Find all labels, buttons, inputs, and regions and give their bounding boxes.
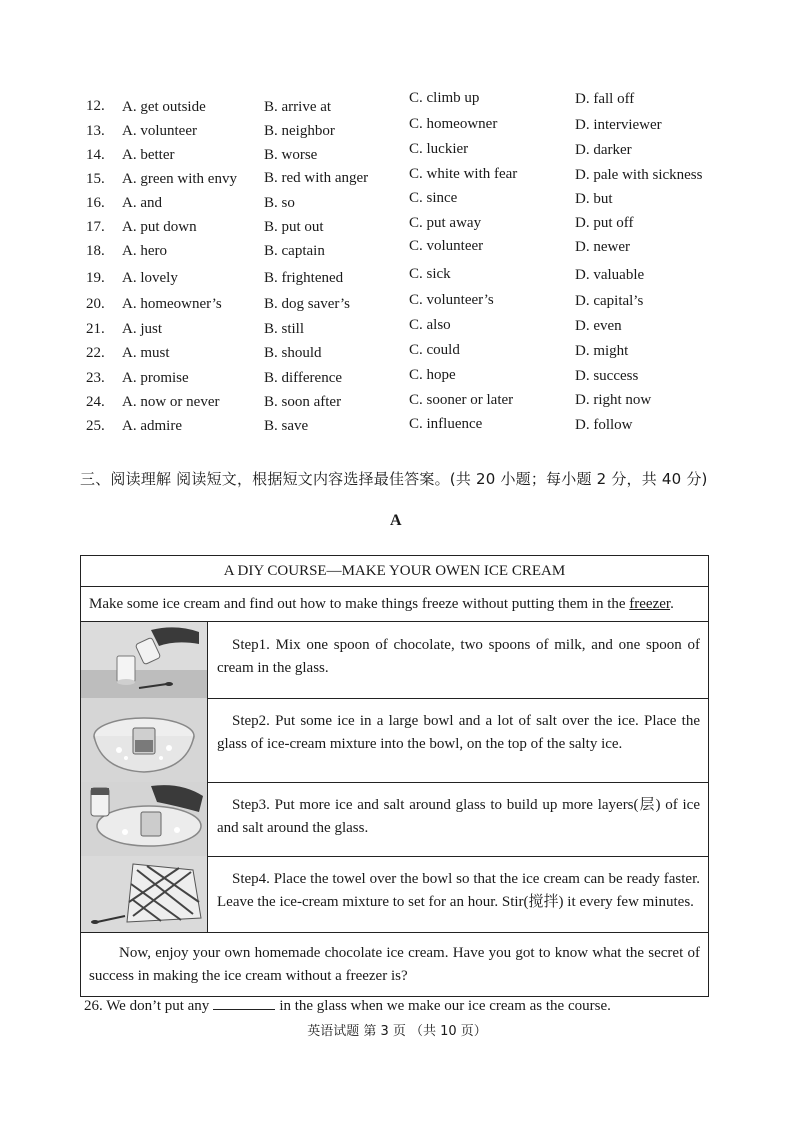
step-3-row — [81, 782, 708, 857]
option-row — [0, 215, 794, 243]
intro-text: Make some ice cream and find out how to make things freeze without putting them in the — [89, 596, 630, 612]
option-b: B. soon after — [264, 394, 342, 410]
bowl-with-ice-illustration — [81, 698, 207, 782]
option-d: D. pale with sickness — [575, 167, 703, 183]
option-d: D. but — [575, 191, 613, 207]
option-d: D. capital’s — [575, 293, 644, 309]
option-c: C. sooner or later — [409, 392, 514, 408]
option-a: A. lovely — [122, 270, 178, 286]
option-c: C. put away — [409, 215, 482, 231]
course-outro — [81, 932, 708, 998]
course-table — [80, 555, 709, 997]
option-a: A. hero — [122, 243, 167, 259]
step-2-text: Step2. Put some ice in a large bowl and a lot of salt over the ice. Place the glass of ice-cream mixture into the bowl, on the top of the salty ice. — [217, 713, 700, 752]
option-c: C. influence — [409, 416, 483, 432]
option-d: D. even — [575, 318, 622, 334]
option-b: B. worse — [264, 147, 318, 163]
option-b: B. still — [264, 321, 305, 337]
adding-salt-illustration — [81, 782, 207, 856]
question-number: 14. — [86, 147, 105, 163]
option-row — [0, 238, 794, 267]
step-1-row — [81, 622, 708, 699]
option-c: C. could — [409, 342, 460, 358]
step-1-text: Step1. Mix one spoon of chocolate, two spoons of milk, and one spoon of cream in the glass. — [217, 637, 700, 676]
step-1-photo — [81, 622, 208, 698]
step-4-text: Step4. Place the towel over the bowl so that the ice cream can be ready faster. Leave the ice-cream mixture to set for an hour. Stir(搅拌) it every few minutes. — [217, 871, 700, 910]
option-d: D. follow — [575, 417, 633, 433]
option-d: D. success — [575, 368, 639, 384]
section-title: 三、阅读理解 阅读短文，根据短文内容选择最佳答案。(共 20 小题；每小题 2 分，共 40 分) — [80, 470, 708, 488]
option-row — [0, 116, 794, 147]
option-c: C. hope — [409, 367, 456, 383]
question-number: 22. — [86, 345, 105, 361]
option-a: A. must — [122, 345, 170, 361]
step-4-photo — [81, 856, 208, 932]
option-d: D. newer — [575, 239, 630, 255]
option-d: D. right now — [575, 392, 652, 408]
step-3-text: Step3. Put more ice and salt around glass to build up more layers(层) of ice and salt around the glass. — [217, 797, 700, 836]
question-number: 21. — [86, 321, 105, 337]
option-a: A. admire — [122, 418, 182, 434]
option-row — [0, 266, 794, 294]
option-a: A. and — [122, 195, 162, 211]
step-4-row — [81, 856, 708, 933]
option-b: B. save — [264, 418, 309, 434]
option-c: C. white with fear — [409, 166, 518, 182]
option-row — [0, 394, 794, 418]
answer-blank[interactable] — [213, 996, 275, 1010]
step-2-photo — [81, 698, 208, 782]
intro-end: . — [670, 596, 674, 612]
option-a: A. volunteer — [122, 123, 197, 139]
option-b: B. captain — [264, 243, 325, 259]
option-b: B. arrive at — [264, 99, 332, 115]
step-2-row — [81, 698, 708, 783]
course-intro — [81, 586, 708, 622]
outro-text: Now, enjoy your own homemade chocolate ice cream. Have you got to know what the secret of success in making the ice cream without a freezer is? — [89, 945, 700, 984]
option-c: C. homeowner — [409, 116, 498, 132]
question-number: 16. — [86, 195, 105, 211]
option-row — [0, 418, 794, 442]
option-c: C. also — [409, 317, 451, 333]
option-b: B. should — [264, 345, 322, 361]
option-a: A. better — [122, 147, 175, 163]
option-a: A. just — [122, 321, 163, 337]
option-c: C. climb up — [409, 90, 480, 106]
option-d: D. interviewer — [575, 117, 662, 133]
question-26-stem: 26. We don’t put any — [84, 998, 210, 1014]
page-footer: 英语试题 第 3 页 （共 10 页） — [307, 1024, 487, 1039]
option-c: C. sick — [409, 266, 451, 282]
option-d: D. might — [575, 343, 629, 359]
course-title: A DIY COURSE—MAKE YOUR OWEN ICE CREAM — [81, 556, 708, 587]
option-b: B. red with anger — [264, 170, 369, 186]
option-a: A. homeowner’s — [122, 296, 222, 312]
question-26-stem-end: in the glass when we make our ice cream as the course. — [279, 998, 611, 1014]
option-row — [0, 90, 794, 122]
option-d: D. valuable — [575, 267, 645, 283]
passage-label: A — [390, 512, 402, 529]
option-b: B. put out — [264, 219, 324, 235]
question-number: 24. — [86, 394, 105, 410]
question-number: 20. — [86, 296, 105, 312]
option-c: C. volunteer’s — [409, 292, 494, 308]
option-c: C. luckier — [409, 141, 469, 157]
option-row — [0, 166, 794, 195]
option-row — [0, 317, 794, 345]
option-b: B. difference — [264, 370, 343, 386]
option-b: B. frightened — [264, 270, 344, 286]
step-3-photo — [81, 782, 208, 856]
option-b: B. so — [264, 195, 295, 211]
question-number: 13. — [86, 123, 105, 139]
question-number: 17. — [86, 219, 105, 235]
option-a: A. put down — [122, 219, 197, 235]
pouring-milk-illustration — [81, 622, 207, 698]
option-row — [0, 292, 794, 320]
question-number: 25. — [86, 418, 105, 434]
towel-over-bowl-illustration — [81, 856, 207, 932]
option-a: A. get outside — [122, 99, 206, 115]
option-a: A. green with envy — [122, 171, 237, 187]
option-d: D. darker — [575, 142, 632, 158]
question-26 — [84, 996, 611, 1015]
option-b: B. dog saver’s — [264, 296, 350, 312]
option-d: D. fall off — [575, 91, 635, 107]
option-d: D. put off — [575, 215, 634, 231]
option-row — [0, 367, 794, 394]
option-a: A. now or never — [122, 394, 220, 410]
question-number: 23. — [86, 370, 105, 386]
option-a: A. promise — [122, 370, 189, 386]
question-number: 19. — [86, 270, 105, 286]
intro-underlined-word: freezer — [629, 596, 671, 612]
option-row — [0, 342, 794, 369]
option-row — [0, 190, 794, 219]
option-c: C. since — [409, 190, 458, 206]
question-number: 15. — [86, 171, 105, 187]
question-number: 18. — [86, 243, 105, 259]
option-c: C. volunteer — [409, 238, 484, 254]
option-b: B. neighbor — [264, 123, 335, 139]
question-number: 12. — [86, 98, 105, 114]
